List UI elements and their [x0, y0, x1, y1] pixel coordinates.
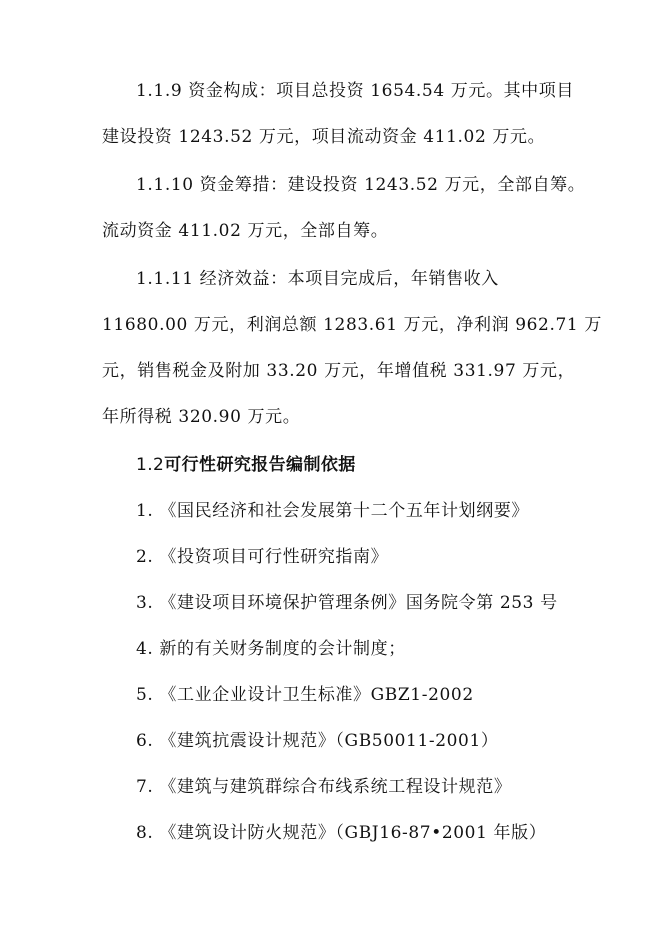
- section-1-2-number: 1.2: [136, 455, 165, 475]
- reference-item-3: 3. 《建设项目环境保护管理条例》国务院令第 253 号: [136, 593, 558, 613]
- reference-item-4: 4. 新的有关财务制度的会计制度；: [136, 639, 406, 659]
- reference-item-8: 8. 《建筑设计防火规范》（GBJ16-87•2001 年版）: [136, 823, 547, 843]
- paragraph-1-1-11-line-2: 11680.00 万元，利润总额 1283.61 万元，净利润 962.71 万: [102, 315, 602, 335]
- reference-item-7: 7. 《建筑与建筑群综合布线系统工程设计规范》: [136, 777, 512, 797]
- reference-item-5: 5. 《工业企业设计卫生标准》GBZ1-2002: [136, 685, 474, 705]
- paragraph-1-1-10-line-1: 1.1.10 资金筹措：建设投资 1243.52 万元，全部自筹。: [136, 175, 586, 195]
- paragraph-1-1-11-line-3: 元，销售税金及附加 33.20 万元，年增值税 331.97 万元，: [102, 361, 576, 381]
- paragraph-1-1-9-line-2: 建设投资 1243.52 万元，项目流动资金 411.02 万元。: [102, 127, 546, 147]
- paragraph-1-1-9-line-1: 1.1.9 资金构成：项目总投资 1654.54 万元。其中项目: [136, 81, 574, 101]
- paragraph-1-1-11-line-4: 年所得税 320.90 万元。: [102, 407, 301, 427]
- reference-item-6: 6. 《建筑抗震设计规范》（GB50011-2001）: [136, 731, 499, 751]
- reference-item-1: 1. 《国民经济和社会发展第十二个五年计划纲要》: [136, 501, 530, 521]
- section-1-2-title: 可行性研究报告编制依据: [164, 455, 356, 475]
- paragraph-1-1-10-line-2: 流动资金 411.02 万元，全部自筹。: [102, 221, 389, 241]
- reference-item-2: 2. 《投资项目可行性研究指南》: [136, 547, 389, 567]
- paragraph-1-1-11-line-1: 1.1.11 经济效益：本项目完成后，年销售收入: [136, 269, 499, 289]
- section-1-2-heading: [136, 454, 356, 476]
